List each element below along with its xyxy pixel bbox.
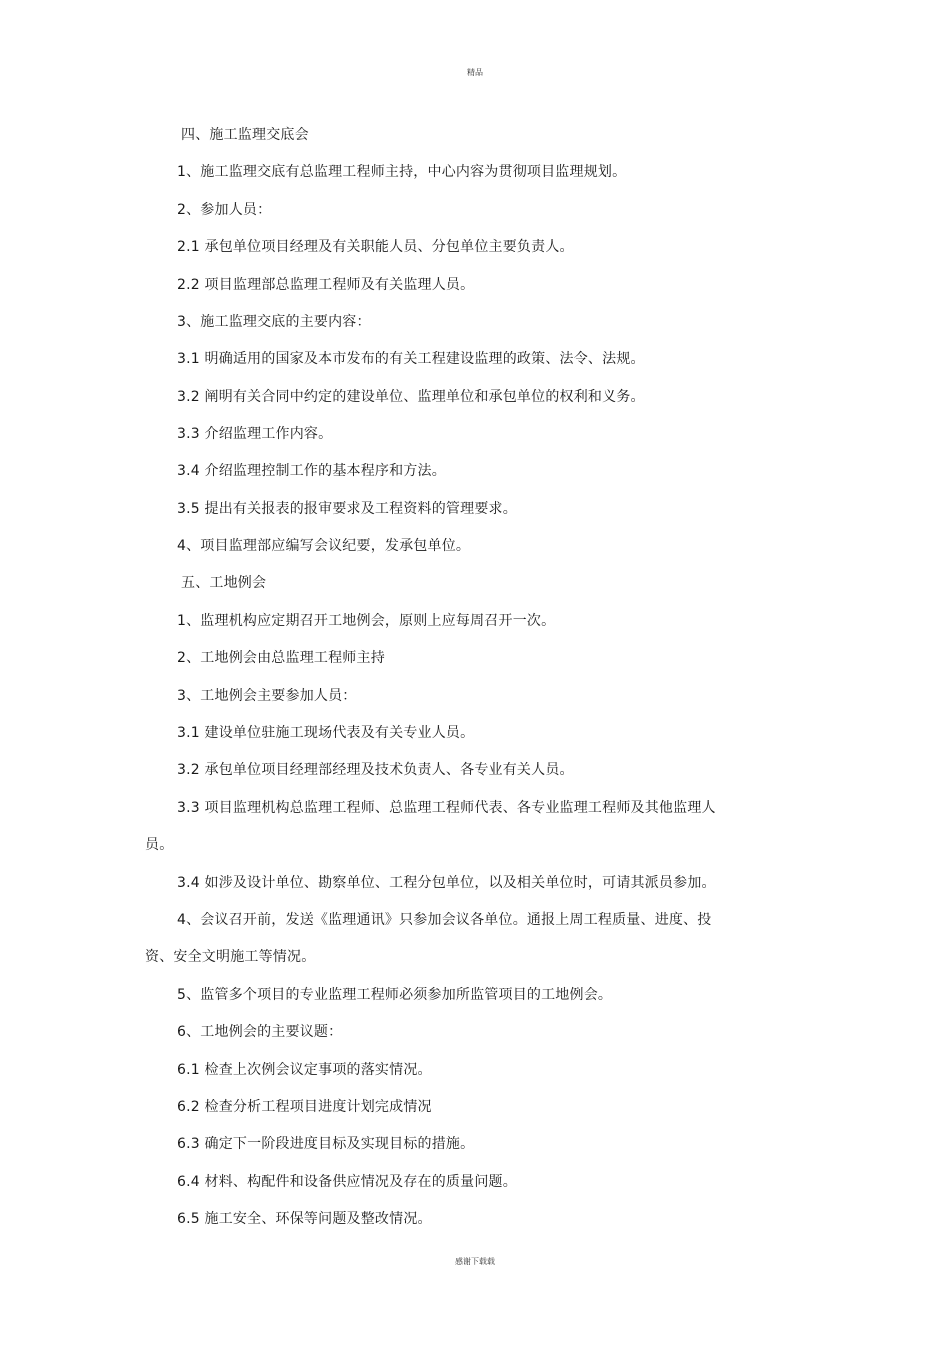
paragraph-line: 6.1 检查上次例会议定事项的落实情况。	[177, 1062, 432, 1078]
paragraph-line: 员。	[145, 837, 174, 853]
paragraph-line: 2.2 项目监理部总监理工程师及有关监理人员。	[177, 277, 475, 293]
paragraph-line: 3、工地例会主要参加人员：	[177, 688, 357, 704]
section-heading: 五、工地例会	[181, 575, 267, 591]
paragraph-line: 3.1 建设单位驻施工现场代表及有关专业人员。	[177, 725, 475, 741]
paragraph-line: 1、监理机构应定期召开工地例会，原则上应每周召开一次。	[177, 613, 556, 629]
paragraph-line: 3.3 项目监理机构总监理工程师、总监理工程师代表、各专业监理工程师及其他监理人	[177, 800, 716, 816]
paragraph-line: 3.1 明确适用的国家及本市发布的有关工程建设监理的政策、法令、法规。	[177, 351, 645, 367]
section-heading: 四、施工监理交底会	[181, 127, 309, 143]
paragraph-line: 6.3 确定下一阶段进度目标及实现目标的措施。	[177, 1136, 475, 1152]
paragraph-line: 4、项目监理部应编写会议纪要，发承包单位。	[177, 538, 471, 554]
paragraph-line: 4、会议召开前，发送《监理通讯》只参加会议各单位。通报上周工程质量、进度、投	[177, 912, 712, 928]
paragraph-line: 资、安全文明施工等情况。	[145, 949, 316, 965]
paragraph-line: 3.2 承包单位项目经理部经理及技术负责人、各专业有关人员。	[177, 762, 574, 778]
paragraph-line: 1、施工监理交底有总监理工程师主持，中心内容为贯彻项目监理规划。	[177, 164, 627, 180]
paragraph-line: 2、工地例会由总监理工程师主持	[177, 650, 385, 666]
paragraph-line: 3.5 提出有关报表的报审要求及工程资料的管理要求。	[177, 501, 517, 517]
paragraph-line: 2、参加人员：	[177, 202, 272, 218]
paragraph-line: 6.4 材料、构配件和设备供应情况及存在的质量问题。	[177, 1174, 517, 1190]
paragraph-line: 3.3 介绍监理工作内容。	[177, 426, 333, 442]
paragraph-line: 3.4 如涉及设计单位、勘察单位、工程分包单位，以及相关单位时，可请其派员参加。	[177, 875, 716, 891]
paragraph-line: 3、施工监理交底的主要内容：	[177, 314, 371, 330]
paragraph-line: 3.4 介绍监理控制工作的基本程序和方法。	[177, 463, 446, 479]
paragraph-line: 2.1 承包单位项目经理及有关职能人员、分包单位主要负责人。	[177, 239, 574, 255]
paragraph-line: 3.2 阐明有关合同中约定的建设单位、监理单位和承包单位的权利和义务。	[177, 389, 645, 405]
paragraph-line: 6、工地例会的主要议题：	[177, 1024, 343, 1040]
page-footer: 感谢下载载	[455, 1257, 495, 1266]
page-header: 精品	[467, 68, 483, 77]
paragraph-line: 5、监管多个项目的专业监理工程师必须参加所监管项目的工地例会。	[177, 987, 613, 1003]
paragraph-line: 6.2 检查分析工程项目进度计划完成情况	[177, 1099, 432, 1115]
paragraph-line: 6.5 施工安全、环保等问题及整改情况。	[177, 1211, 432, 1227]
